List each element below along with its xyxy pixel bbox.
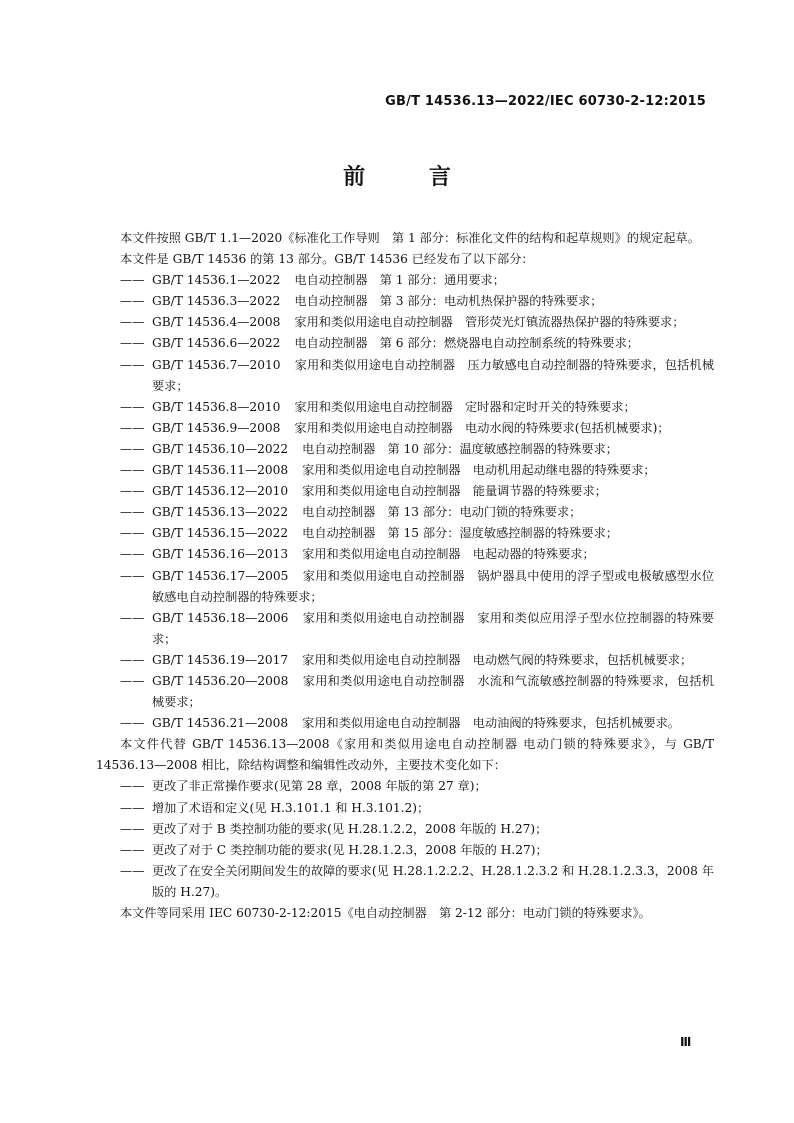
- page-number: Ⅲ: [680, 1035, 692, 1049]
- intro-paragraph-1: 本文件按照 GB/T 1.1—2020《标准化工作导则 第 1 部分：标准化文件的结构和起草规则》的规定起草。: [120, 231, 700, 245]
- changes-list: [96, 776, 714, 903]
- list-item: —— GB/T 14536.10—2022 电自动控制器 第 10 部分：温度敏感控制器的特殊要求；: [120, 441, 618, 456]
- list-item: —— 更改了在安全关闭期间发生的故障的要求(见 H.28.1.2.2.2、H.28.1.2.3.2 和 H.28.1.2.3.3，2008 年版的 H.27)。: [120, 863, 714, 899]
- list-item: —— GB/T 14536.20—2008 家用和类似用途电自动控制器 水流和气流敏感控制器的特殊要求，包括机械要求；: [120, 673, 714, 710]
- list-item: —— GB/T 14536.16—2013 家用和类似用途电自动控制器 电起动器的特殊要求；: [120, 547, 595, 562]
- list-item: —— GB/T 14536.19—2017 家用和类似用途电自动控制器 电动燃气阀的特殊要求，包括机械要求；: [120, 652, 693, 667]
- preface-body: [96, 228, 714, 924]
- list-item: —— 增加了术语和定义(见 H.3.101.1 和 H.3.101.2)；: [120, 800, 430, 815]
- list-item: —— GB/T 14536.8—2010 家用和类似用途电自动控制器 定时器和定时开关的特殊要求；: [120, 399, 636, 414]
- list-item: —— GB/T 14536.4—2008 家用和类似用途电自动控制器 管形荧光灯镇流器热保护器的特殊要求；: [120, 315, 685, 330]
- list-item: —— GB/T 14536.6—2022 电自动控制器 第 6 部分：燃烧器电自动控制系统的特殊要求；: [120, 336, 639, 351]
- closing-paragraph: 本文件等同采用 IEC 60730-2-12:2015《电自动控制器 第 2-12 部分：电动门锁的特殊要求》。: [120, 906, 651, 920]
- list-item: —— GB/T 14536.15—2022 电自动控制器 第 15 部分：湿度敏感控制器的特殊要求；: [120, 526, 618, 541]
- list-item: —— GB/T 14536.1—2022 电自动控制器 第 1 部分：通用要求；: [120, 273, 505, 288]
- intro-paragraph-2: 本文件是 GB/T 14536 的第 13 部分。GB/T 14536 已经发布了以下部分：: [120, 252, 534, 267]
- list-item: —— 更改了非正常操作要求(见第 28 章，2008 年版的第 27 章)；: [120, 779, 487, 794]
- list-item: —— GB/T 14536.17—2005 家用和类似用途电自动控制器 锅炉器具中使用的浮子型或电极敏感型水位敏感电自动控制器的特殊要求；: [120, 568, 714, 604]
- page-title: 前 言: [343, 165, 479, 190]
- list-item: —— 更改了对于 C 类控制功能的要求(见 H.28.1.2.3，2008 年版的 H.27)；: [120, 842, 548, 857]
- replace-paragraph: 本文件代替 GB/T 14536.13—2008《家用和类似用途电自动控制器 电动门锁的特殊要求》，与 GB/T 14536.13—2008 相比，除结构调整和编辑性改动外，主要技术变化如下：: [96, 737, 714, 773]
- list-item: —— GB/T 14536.9—2008 家用和类似用途电自动控制器 电动水阀的特殊要求(包括机械要求)；: [120, 420, 670, 435]
- list-item: —— GB/T 14536.21—2008 家用和类似用途电自动控制器 电动油阀的特殊要求，包括机械要求。: [120, 716, 680, 731]
- list-item: —— GB/T 14536.3—2022 电自动控制器 第 3 部分：电动机热保护器的特殊要求；: [120, 294, 603, 309]
- list-item: —— GB/T 14536.18—2006 家用和类似用途电自动控制器 家用和类似应用浮子型水位控制器的特殊要求；: [120, 610, 714, 646]
- list-item: —— GB/T 14536.11—2008 家用和类似用途电自动控制器 电动机用起动继电器的特殊要求；: [120, 463, 656, 478]
- standard-id-header: GB/T 14536.13—2022/IEC 60730-2-12:2015: [385, 94, 706, 109]
- list-item: —— GB/T 14536.12—2010 家用和类似用途电自动控制器 能量调节器的特殊要求；: [120, 484, 607, 499]
- list-item: —— GB/T 14536.13—2022 电自动控制器 第 13 部分：电动门锁的特殊要求；: [120, 505, 582, 520]
- list-item: —— 更改了对于 B 类控制功能的要求(见 H.28.1.2.2，2008 年版的 H.27)；: [120, 821, 548, 836]
- list-item: —— GB/T 14536.7—2010 家用和类似用途电自动控制器 压力敏感电自动控制器的特殊要求，包括机械要求；: [120, 357, 715, 393]
- parts-list: [96, 270, 714, 734]
